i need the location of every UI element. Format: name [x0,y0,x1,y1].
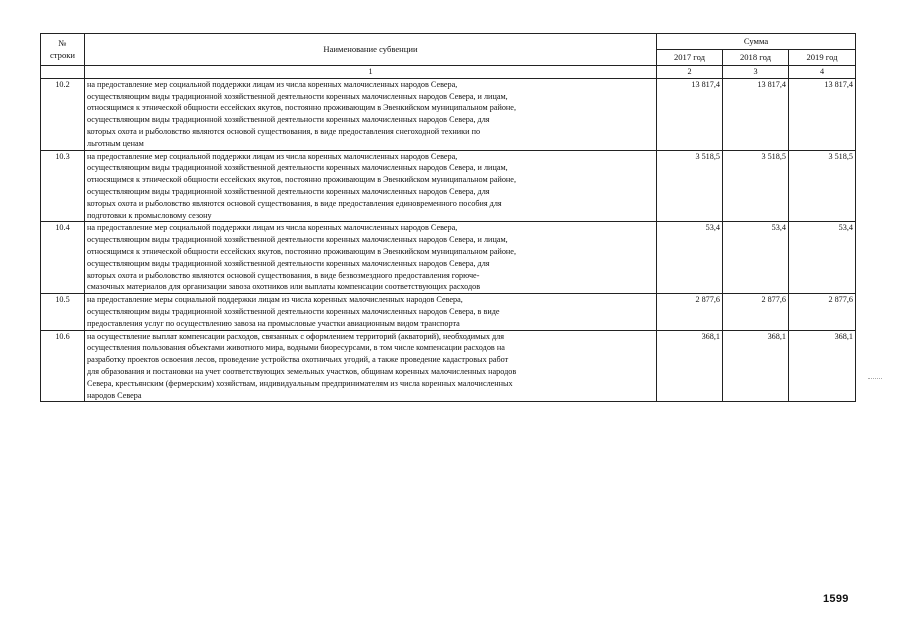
description-line: смазочных материалов для организации завоза охотников или выплаты компенсации соответствующих расходов [87,282,481,292]
amount-2017: 53,4 [657,222,723,294]
description-line: относящимся к этнической общности ессейских якутов, постоянно проживающим в Эвенкийском муниципальном районе, [87,175,516,185]
description-line: осуществляющим виды традиционной хозяйственной деятельности коренных малочисленных народов Севера, для [87,115,490,125]
amount-2017: 13 817,4 [657,78,723,150]
amount-2018: 2 877,6 [723,294,789,330]
description-line: народов Севера [87,390,142,400]
amount-2017: 3 518,5 [657,150,723,222]
amount-2019: 13 817,4 [789,78,856,150]
description-line: осуществляющим виды традиционной хозяйственной деятельности коренных малочисленных народов Севера, и лицам, [87,163,508,173]
description-line: осуществляющим виды традиционной хозяйственной деятельности коренных малочисленных народов Севера, для [87,186,490,196]
description-line: осуществляющим виды традиционной хозяйственной деятельности коренных малочисленных народов Севера, и лицам, [87,91,508,101]
amount-2019: 368,1 [789,330,856,402]
row-number: 10.4 [41,222,85,294]
amount-2019: 53,4 [789,222,856,294]
subvention-description [85,150,657,222]
description-line: которых охота и рыболовство являются основой существования, в виде предоставления единовременного пособия для [87,198,502,208]
subventions-table [40,33,856,402]
year-2019-header: 2019 год [789,50,856,66]
description-line: осуществления пользования объектами животного мира, водными биоресурсами, в том числе компенсации расходов на [87,343,505,353]
row-number-header [41,34,85,66]
column-number-blank [41,66,85,79]
amount-2017: 2 877,6 [657,294,723,330]
amount-2018: 53,4 [723,222,789,294]
table-row [41,330,856,402]
description-line: на осуществление выплат компенсации расходов, связанных с оформлением территорий (акваторий), необходимых для [87,331,504,341]
table-body [41,78,856,402]
description-line: относящимся к этнической общности ессейских якутов, постоянно проживающим в Эвенкийском муниципальном районе, [87,103,516,113]
page-number: 1599 [823,593,849,605]
sum-header: Сумма [657,34,856,50]
table-header [41,34,856,79]
description-line: которых охота и рыболовство являются основой существования, в виде безвозмездного предоставления горюче- [87,270,480,280]
column-number-3: 3 [723,66,789,79]
description-line: на предоставление меры социальной поддержки лицам из числа коренных малочисленных народов Севера, [87,295,463,305]
column-number-1: 1 [85,66,657,79]
description-line: подготовки к промысловому сезону [87,210,212,220]
row-number: 10.2 [41,78,85,150]
description-line: на предоставление мер социальной поддержки лицам из числа коренных малочисленных народов Севера, [87,151,458,161]
amount-2018: 3 518,5 [723,150,789,222]
description-line: разработку проектов освоения лесов, проведение устройства охотничьих угодий, а также проведение кадастровых работ [87,355,509,365]
table-row [41,78,856,150]
description-line: осуществляющим виды традиционной хозяйственной деятельности коренных малочисленных народов Севера, в виде [87,306,500,316]
subvention-name-header: Наименование субвенции [85,34,657,66]
subvention-description [85,330,657,402]
year-2018-header: 2018 год [723,50,789,66]
description-line: льготным ценам [87,138,144,148]
row-number: 10.5 [41,294,85,330]
amount-2019: 3 518,5 [789,150,856,222]
column-number-2: 2 [657,66,723,79]
scan-mark [868,378,882,379]
amount-2019: 2 877,6 [789,294,856,330]
row-number-header-word: строки [49,49,76,60]
amount-2018: 13 817,4 [723,78,789,150]
row-number: 10.6 [41,330,85,402]
description-line: Севера, крестьянским (фермерским) хозяйствам, индивидуальным предпринимателям из числа коренных малочисленных [87,378,513,388]
description-line: на предоставление мер социальной поддержки лицам из числа коренных малочисленных народов Севера, [87,223,458,233]
table-row [41,222,856,294]
description-line: на предоставление мер социальной поддержки лицам из числа коренных малочисленных народов Севера, [87,79,458,89]
year-2017-header: 2017 год [657,50,723,66]
subvention-description [85,78,657,150]
row-number-header-sign: № [58,37,67,48]
amount-2018: 368,1 [723,330,789,402]
description-line: относящимся к этнической общности ессейских якутов, постоянно проживающим в Эвенкийском муниципальном районе, [87,246,516,256]
amount-2017: 368,1 [657,330,723,402]
table-row [41,150,856,222]
subvention-description [85,294,657,330]
description-line: осуществляющим виды традиционной хозяйственной деятельности коренных малочисленных народов Севера, и лицам, [87,235,508,245]
column-number-4: 4 [789,66,856,79]
description-line: для образования и постановки на учет соответствующих земельных участков, общинам коренных малочисленных народов [87,366,517,376]
description-line: осуществляющим виды традиционной хозяйственной деятельности коренных малочисленных народов Севера, для [87,258,490,268]
description-line: которых охота и рыболовство являются основой существования, в виде предоставления снегоходной техники по [87,126,481,136]
subvention-description [85,222,657,294]
table-row [41,294,856,330]
row-number: 10.3 [41,150,85,222]
description-line: предоставления услуг по осуществлению завоза на промысловые участки авиационным видом транспорта [87,318,460,328]
